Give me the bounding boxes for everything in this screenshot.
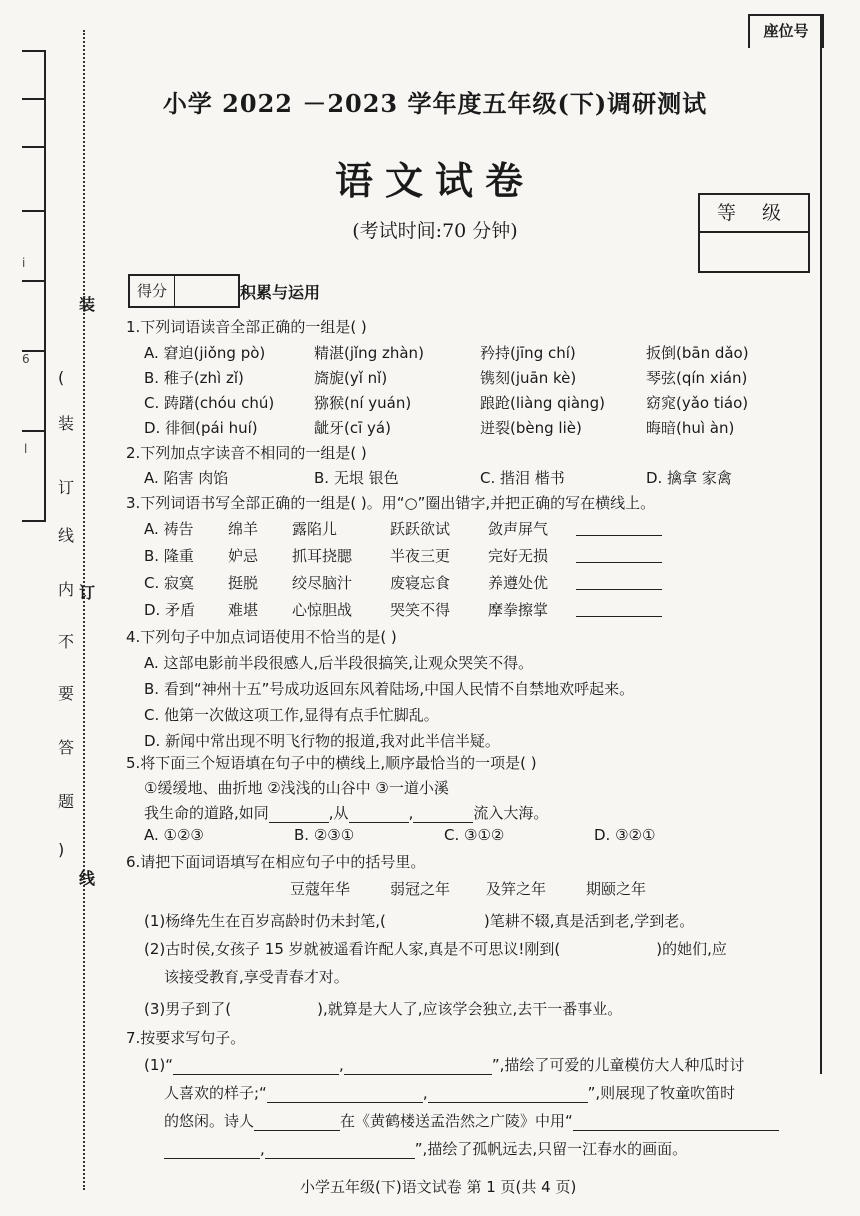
q5-sentence-part: 流入大海。 [473,804,549,822]
q6-sentence-2-cont: 该接受教育,享受青春才对。 [164,968,349,986]
q4-option: C. 他第一次做这项工作,显得有点手忙脚乱。 [144,706,439,724]
left-margin-glyph: 6 [22,352,30,366]
q7-line-1 [144,1054,744,1075]
q6-part: (2)古时侯,女孩子 15 岁就被遥看许配人家,真是不可思议!刚到( [144,940,561,958]
q2-option: A. 陷害 肉馅 [144,469,229,487]
q7-part: 人喜欢的样子;“ [164,1084,267,1102]
section-title: 积累与运用 [240,283,321,302]
binding-label: 线 [79,869,96,888]
q7-line-4 [164,1138,687,1159]
left-margin-glyph: i [22,256,26,270]
q5-option: B. ②③① [294,826,355,844]
q5-option: D. ③②① [594,826,656,844]
q3-word: 跃跃欲试 [390,520,451,538]
q6-sentence-2 [144,938,727,959]
binding-char: 不 [58,632,75,651]
binding-label: 订 [79,583,96,602]
q3-word: 绵羊 [228,520,259,538]
q6-part: )笔耕不辍,真是活到老,学到老。 [483,912,695,930]
q1-option: 迸裂(bèng liè) [480,419,582,437]
right-border-rule [820,14,822,1074]
q5-sentence-part: 我生命的道路,如同 [144,804,269,822]
q6-sentence-1 [144,910,694,931]
q4-stem: 4.下列句子中加点词语使用不恰当的是( ) [126,628,397,646]
q3-word: 心惊胆战 [292,601,353,619]
q2-option: C. 揩泪 楷书 [480,469,565,487]
q1-option: 龇牙(cī yá) [314,419,391,437]
q2-option: B. 无垠 银色 [314,469,399,487]
binding-dotted-line [83,30,85,1190]
q3-word: 哭笑不得 [390,601,451,619]
q3-word: D. 矛盾 [144,601,196,619]
q7-part: ”,描绘了孤帆远去,只留一江春水的画面。 [414,1140,688,1158]
q7-part: 在《黄鹤楼送孟浩然之广陵》中用“ [340,1112,573,1130]
binding-char: 要 [58,684,75,703]
q5-blank[interactable] [413,807,473,823]
binding-char: 题 [58,792,75,811]
q6-part: )的她们,应 [656,940,727,958]
q1-option: 猕猴(ní yuán) [314,394,412,412]
q6-word: 豆蔻年华 [290,880,351,898]
q5-stem: 5.将下面三个短语填在句子中的横线上,顺序最恰当的一项是( ) [126,754,537,772]
q1-option: 矜持(jīng chí) [480,344,576,362]
q5-blank[interactable] [269,807,329,823]
q6-part: ),就算是大人了,应该学会独立,去干一番事业。 [317,1000,623,1018]
q7-part: ”,描绘了可爱的儿童模仿大人种瓜时讨 [491,1056,745,1074]
q6-word: 弱冠之年 [390,880,451,898]
q1-stem: 1.下列词语读音全部正确的一组是( ) [126,318,367,336]
q3-word: 挺脱 [228,574,259,592]
q3-word: 绞尽脑汁 [292,574,353,592]
q7-part: 的悠闲。诗人 [164,1112,255,1130]
q2-stem: 2.下列加点字读音不相同的一组是( ) [126,444,367,462]
q7-part: , [422,1084,428,1102]
exam-time: (考试时间:70 分钟) [352,220,518,242]
q7-part: ”,则展现了牧童吹笛时 [587,1084,736,1102]
q3-word: C. 寂寞 [144,574,195,592]
q7-line-2 [164,1082,735,1103]
q7-line-3 [164,1110,779,1131]
q5-sentence-part: ,从 [328,804,349,822]
binding-char: ( [58,368,65,387]
q4-option: D. 新闻中常出现不明飞行物的报道,我对此半信半疑。 [144,732,500,750]
q3-word: 半夜三更 [390,547,451,565]
q1-option: 旖旎(yǐ nǐ) [314,369,388,387]
q1-option: D. 徘徊(pái huí) [144,419,258,437]
q6-part: (1)杨绛先生在百岁高龄时仍未封笔,( [144,912,386,930]
grade-box [698,193,810,273]
q3-word: B. 隆重 [144,547,194,565]
q5-blank[interactable] [349,807,409,823]
q3-word: 露陷儿 [292,520,338,538]
q1-option: B. 稚子(zhì zǐ) [144,369,244,387]
q6-word: 期颐之年 [586,880,647,898]
page-footer: 小学五年级(下)语文试卷 第 1 页(共 4 页) [300,1178,577,1196]
q5-sentence-part: , [408,804,414,822]
exam-header-title: 小学 2022 －2023 学年度五年级(下)调研测试 [162,89,708,118]
seat-number-box: 座位号 [748,14,824,48]
q7-blank[interactable] [265,1143,415,1159]
q1-option: 扳倒(bān dǎo) [646,344,749,362]
q1-option: 镌刻(juān kè) [480,369,577,387]
q4-option: B. 看到“神州十五”号成功返回东风着陆场,中国人民情不自禁地欢呼起来。 [144,680,635,698]
q7-blank[interactable] [428,1087,588,1103]
q1-option: 琴弦(qín xián) [646,369,748,387]
binding-char: 内 [58,580,75,599]
q1-option: 晦暗(huì àn) [646,419,735,437]
q1-option: 踉跄(liàng qiàng) [480,394,605,412]
q7-part: , [260,1140,265,1158]
binding-char: 答 [58,738,75,757]
q3-word: 抓耳挠腮 [292,547,353,565]
q3-word: 敛声屏气 [488,520,549,538]
q7-blank[interactable] [573,1115,779,1131]
q3-word: 完好无损 [488,547,549,565]
binding-char: 线 [58,526,75,545]
q6-stem: 6.请把下面词语填写在相应句子中的括号里。 [126,853,426,871]
grade-label: 等 级 [700,195,808,233]
q3-answer-blank[interactable] [576,601,662,617]
q1-option: C. 踌躇(chóu chú) [144,394,275,412]
q5-option: C. ③①② [444,826,505,844]
binding-label: 装 [79,295,96,314]
q1-option: A. 窘迫(jiǒng pò) [144,344,266,362]
left-margin-glyph: l [24,442,28,456]
q6-sentence-3 [144,998,622,1019]
q5-phrases: ①缓缓地、曲折地 ②浅浅的山谷中 ③一道小溪 [144,779,449,797]
q7-blank[interactable] [164,1143,260,1159]
score-label: 得分 [130,276,175,306]
q5-option: A. ①②③ [144,826,204,844]
score-box [128,274,240,308]
q6-part: (3)男子到了( [144,1000,232,1018]
binding-char: 订 [58,478,75,497]
q7-blank[interactable] [267,1087,423,1103]
q3-word: A. 祷告 [144,520,194,538]
q3-word: 废寝忘食 [390,574,451,592]
q7-stem: 7.按要求写句子。 [126,1029,246,1047]
q3-word: 妒忌 [228,547,259,565]
q7-part: , [339,1056,344,1074]
q7-blank[interactable] [173,1059,339,1075]
q6-word: 及笄之年 [486,880,547,898]
q3-answer-blank[interactable] [576,520,662,536]
q4-option: A. 这部电影前半段很感人,后半段很搞笑,让观众哭笑不得。 [144,654,534,672]
q7-part: (1)“ [144,1056,174,1074]
q3-word: 难堪 [228,601,259,619]
q2-option: D. 擒拿 家禽 [646,469,732,487]
q7-blank[interactable] [344,1059,492,1075]
q3-answer-blank[interactable] [576,547,662,563]
q3-word: 摩拳擦掌 [488,601,549,619]
q3-stem: 3.下列词语书写全部正确的一组是( )。用“○”圈出错字,并把正确的写在横线上。 [126,494,656,512]
q1-option: 精湛(jǐng zhàn) [314,344,424,362]
binding-char: 装 [58,414,75,433]
q5-sentence [144,802,548,823]
exam-subject-title: 语文试卷 [334,158,535,203]
q7-blank[interactable] [254,1115,340,1131]
q1-option: 窈窕(yǎo tiáo) [646,394,749,412]
binding-char: ) [58,840,65,859]
q3-word: 养遵处优 [488,574,549,592]
q3-answer-blank[interactable] [576,574,662,590]
